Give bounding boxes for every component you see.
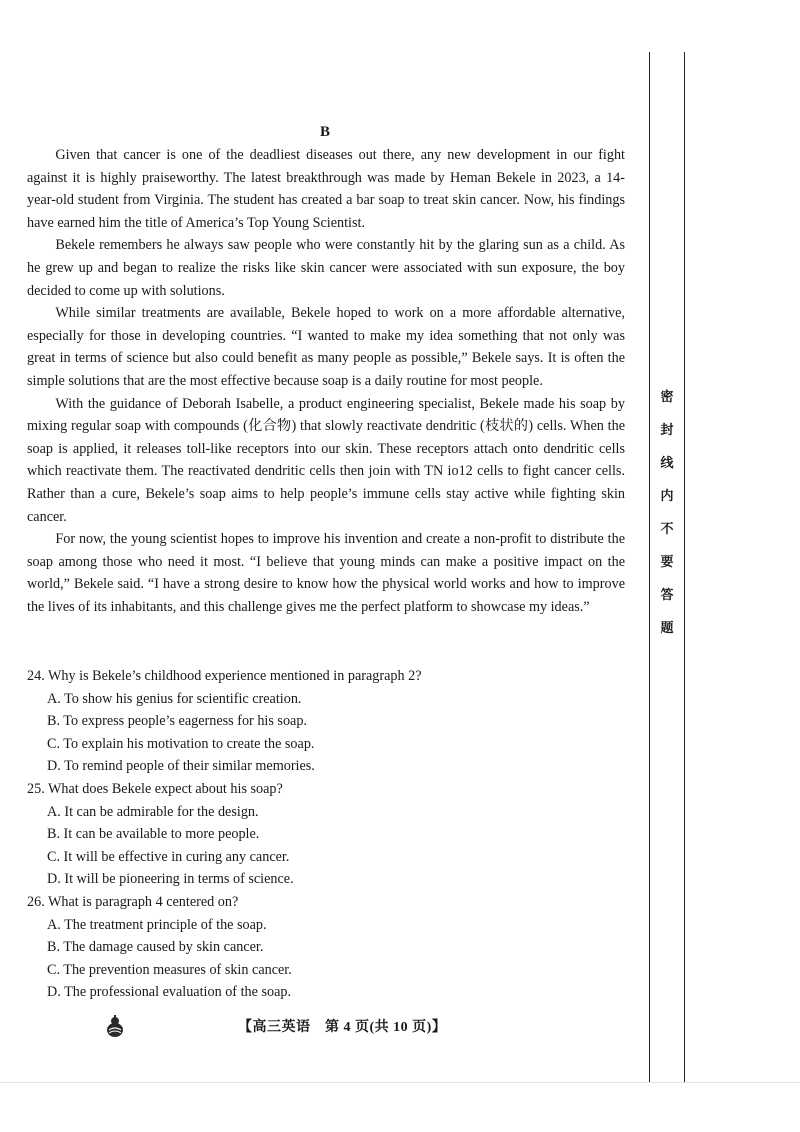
option-a: A. It can be admirable for the design. — [47, 803, 259, 820]
binding-char: 要 — [660, 554, 674, 569]
option-d: D. To remind people of their similar memories. — [47, 758, 315, 775]
option-b: B. The damage caused by skin cancer. — [47, 939, 264, 956]
page-footer — [0, 1013, 650, 1041]
option-c: C. It will be effective in curing any cancer. — [47, 848, 290, 865]
binding-char: 密 — [660, 389, 674, 404]
paragraph-5: For now, the young scientist hopes to improve his invention and create a non-profit to distribute the soap among those who need it most. “I believe that young minds can make a positive impact on the world,” Bekele said. “I have a strong desire to know how the physical world works and how to improve the lives of its inhabitants, and this challenge gives me the perfect platform to showcase my ideas.” — [27, 531, 625, 615]
option-c: C. The prevention measures of skin cancer. — [47, 961, 292, 978]
binding-char: 不 — [660, 521, 674, 536]
question-stem: 26. What is paragraph 4 centered on? — [27, 893, 239, 910]
question-24 — [27, 665, 625, 778]
option-b: B. To express people’s eagerness for his soap. — [47, 713, 307, 730]
binding-char: 内 — [660, 488, 674, 503]
answer-options — [27, 801, 625, 891]
option-a: A. The treatment principle of the soap. — [47, 916, 267, 933]
questions-block — [27, 665, 625, 1004]
binding-margin-text — [650, 390, 684, 654]
answer-options — [27, 688, 625, 778]
reading-passage — [27, 144, 625, 618]
option-d: D. The professional evaluation of the soap. — [47, 984, 292, 1001]
section-title: B — [319, 124, 330, 140]
paragraph-4: With the guidance of Deborah Isabelle, a product engineering specialist, Bekele made his soap by mixing regular soap with compounds (化合物) that slowly reactivate dendritic (枝状的) cells. When the soap is applied, it releases toll-like receptors into our skin. These receptors attach onto dendritic cells which reactivate them. The reactivated dendritic cells then join with TN io12 cells to fight cancer cells. Rather than a cure, Bekele’s soap aims to help people’s immune cells stay active while fighting skin cancer. — [27, 395, 625, 525]
scan-edge-divider — [0, 1082, 800, 1083]
paragraph-1: Given that cancer is one of the deadliest diseases out there, any new development in our fight against it is highly praiseworthy. The latest breakthrough was made by Heman Bekele in 2023, a 14-year-old student from Virginia. The student has created a bar soap to treat skin cancer. Now, his findings have earned him the title of America’s Top Young Scientist. — [27, 147, 625, 231]
option-b: B. It can be available to more people. — [47, 826, 260, 843]
binding-margin — [649, 52, 685, 1082]
binding-char: 题 — [660, 620, 674, 635]
gourd-logo-icon — [104, 1014, 126, 1038]
binding-char: 封 — [660, 422, 674, 437]
option-d: D. It will be pioneering in terms of science. — [47, 871, 294, 888]
binding-char: 线 — [660, 455, 674, 470]
option-a: A. To show his genius for scientific creation. — [47, 690, 302, 707]
option-c: C. To explain his motivation to create the soap. — [47, 735, 315, 752]
question-25 — [27, 778, 625, 891]
page-info: 【高三英语 第 4 页(共 10 页)】 — [238, 1020, 447, 1035]
question-26 — [27, 891, 625, 1004]
binding-char: 答 — [660, 587, 674, 602]
paragraph-2: Bekele remembers he always saw people who were constantly hit by the glaring sun as a child. As he grew up and began to realize the risks like skin cancer were associated with sun exposure, the boy decided to come up with solutions. — [27, 237, 625, 299]
answer-options — [27, 914, 625, 1004]
question-stem: 25. What does Bekele expect about his soap? — [27, 780, 283, 797]
paragraph-3: While similar treatments are available, Bekele hoped to work on a more affordable alternative, especially for those in developing countries. “I wanted to make my idea something that not only was great in terms of science but also could benefit as many people as possible,” Bekele says. It is often the simple solutions that are the most effective because soap is a daily routine for most people. — [27, 305, 625, 389]
question-stem: 24. Why is Bekele’s childhood experience mentioned in paragraph 2? — [27, 668, 422, 684]
